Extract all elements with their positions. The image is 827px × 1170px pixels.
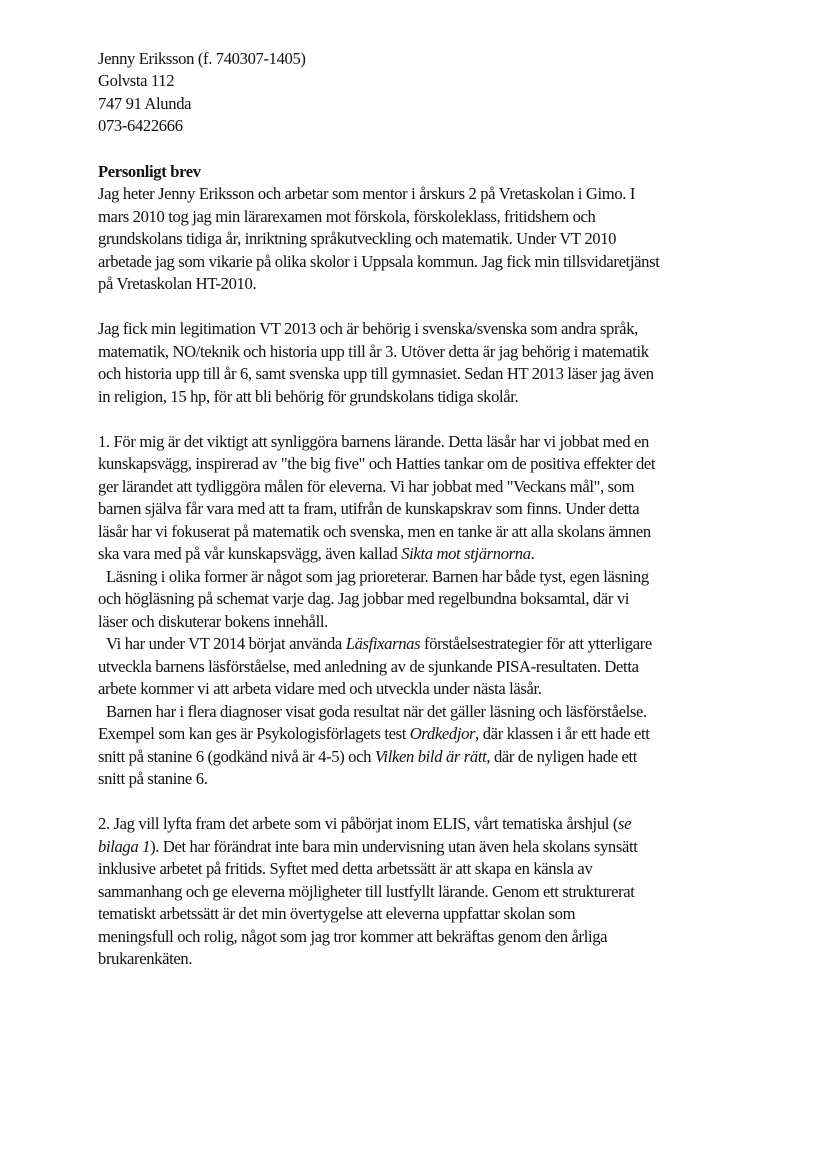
sender-postal: 747 91 Alunda <box>98 94 192 113</box>
paragraph-line: sammanhang och ge eleverna möjligheter till lustfyllt lärande. Genom ett strukturerat <box>98 882 635 901</box>
paragraph-line: brukarenkäten. <box>98 949 193 968</box>
sender-street: Golvsta 112 <box>98 71 175 90</box>
paragraph-line: kunskapsvägg, inspirerad av "the big five" och Hatties tankar om de positiva effekter det <box>98 454 656 473</box>
italic-reference: bilaga 1 <box>98 837 151 856</box>
sender-name: Jenny Eriksson (f. 740307-1405) <box>98 49 306 68</box>
paragraph-line: 1. För mig är det viktigt att synliggöra barnens lärande. Detta läsår har vi jobbat med en <box>98 432 649 451</box>
paragraph-line: arbete kommer vi att arbeta vidare med och utveckla under nästa läsår. <box>98 679 542 698</box>
paragraph-line: tematiskt arbetssätt är det min övertygelse att eleverna uppfattar skolan som <box>98 904 576 923</box>
paragraph-line: utveckla barnens läsförståelse, med anledning av de sjunkande PISA-resultaten. Detta <box>98 657 639 676</box>
text: 2. Jag vill lyfta fram det arbete som vi påbörjat inom ELIS, vårt tematiska årshjul ( <box>98 814 618 833</box>
italic-title: Sikta mot stjärnorna <box>401 544 531 563</box>
paragraph-line <box>98 746 637 768</box>
text: ). Det har förändrat inte bara min undervisning utan även hela skolans synsätt <box>150 837 638 856</box>
paragraph-line: läser och diskuterar bokens innehåll. <box>98 612 328 631</box>
paragraph-line <box>98 543 534 565</box>
text: , där de nyligen hade ett <box>486 747 638 766</box>
paragraph-line <box>98 813 631 835</box>
paragraph-line: meningsfull och rolig, något som jag tror kommer att bekräftas genom den årliga <box>98 927 608 946</box>
paragraph-line: på Vretaskolan HT-2010. <box>98 274 257 293</box>
paragraph-line: läsår har vi fokuserat på matematik och svenska, men en tanke är att alla skolans ämnen <box>98 522 651 541</box>
italic-title: Läsfixarnas <box>345 634 421 653</box>
paragraph-line: snitt på stanine 6. <box>98 769 208 788</box>
paragraph-line: Jag fick min legitimation VT 2013 och är behörig i svenska/svenska som andra språk, <box>98 319 638 338</box>
italic-reference: se <box>618 814 632 833</box>
paragraph-line: barnen själva får vara med att ta fram, utifrån de kunskapskrav som finns. Under detta <box>98 499 640 518</box>
paragraph-line: arbetade jag som vikarie på olika skolor i Uppsala kommun. Jag fick min tillsvidaretjänst <box>98 252 660 271</box>
text: ska vara med på vår kunskapsvägg, även kallad <box>98 544 402 563</box>
text: snitt på stanine 6 (godkänd nivå är 4-5) och <box>98 747 375 766</box>
paragraph-line <box>106 633 652 655</box>
paragraph-line: Jag heter Jenny Eriksson och arbetar som mentor i årskurs 2 på Vretaskolan i Gimo. I <box>98 184 636 203</box>
italic-title: Vilken bild är rätt <box>374 747 487 766</box>
paragraph-line: grundskolans tidiga år, inriktning språkutveckling och matematik. Under VT 2010 <box>98 229 617 248</box>
paragraph-line: och högläsning på schemat varje dag. Jag jobbar med regelbundna boksamtal, där vi <box>98 589 630 608</box>
text: Exempel som kan ges är Psykologisförlagets test <box>98 724 410 743</box>
paragraph-line <box>98 723 650 745</box>
text: Vi har under VT 2014 börjat använda <box>106 634 346 653</box>
paragraph-line: Barnen har i flera diagnoser visat goda resultat när det gäller läsning och läsförståelse. <box>106 702 647 721</box>
text: , där klassen i år ett hade ett <box>475 724 650 743</box>
text: . <box>530 544 535 563</box>
paragraph-line: in religion, 15 hp, för att bli behörig för grundskolans tidiga skolår. <box>98 387 519 406</box>
sender-phone: 073-6422666 <box>98 116 183 135</box>
text: förståelsestrategier för att ytterligare <box>420 634 652 653</box>
letter-title: Personligt brev <box>98 162 201 181</box>
italic-title: Ordkedjor <box>409 724 476 743</box>
paragraph-line: ger lärandet att tydliggöra målen för eleverna. Vi har jobbat med "Veckans mål", som <box>98 477 635 496</box>
paragraph-line: Läsning i olika former är något som jag prioreterar. Barnen har både tyst, egen läsning <box>106 567 649 586</box>
paragraph-line: inklusive arbetet på fritids. Syftet med detta arbetssätt är att skapa en känsla av <box>98 859 593 878</box>
paragraph-line: och historia upp till år 6, samt svenska upp till gymnasiet. Sedan HT 2013 läser jag även <box>98 364 654 383</box>
paragraph-line: mars 2010 tog jag min lärarexamen mot förskola, förskoleklass, fritidshem och <box>98 207 596 226</box>
paragraph-line: matematik, NO/teknik och historia upp till år 3. Utöver detta är jag behörig i matematik <box>98 342 649 361</box>
paragraph-line <box>98 836 637 858</box>
